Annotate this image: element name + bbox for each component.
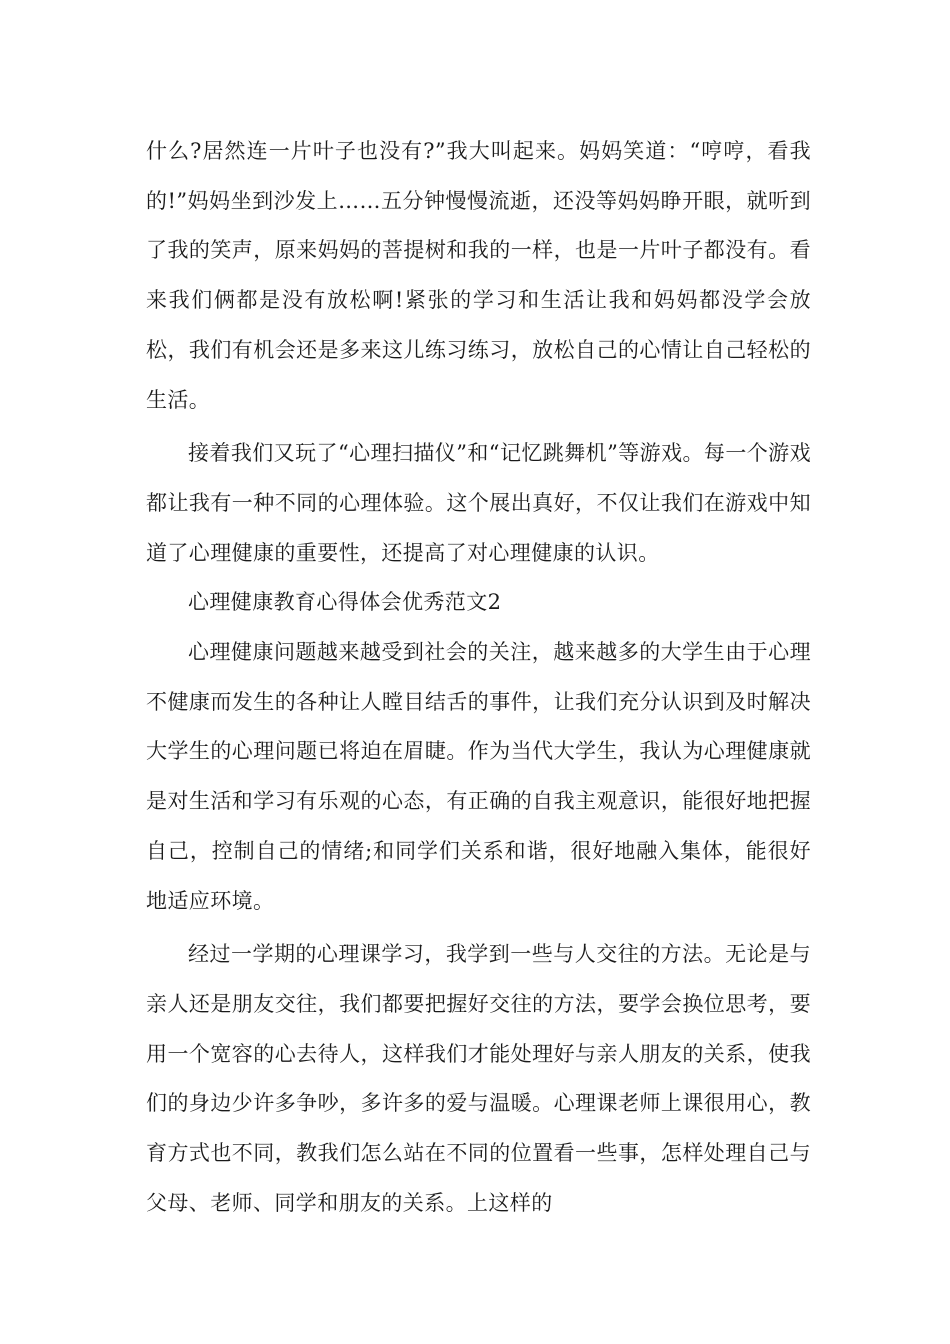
document-page	[146, 127, 811, 1228]
paragraph-continued: 什么?居然连一片叶子也没有?”我大叫起来。妈妈笑道：“哼哼，看我的!”妈妈坐到沙发上……五分钟慢慢流逝，还没等妈妈睁开眼，就听到了我的笑声，原来妈妈的菩提树和我的一样，也是一片叶子都没有。看来我们俩都是没有放松啊!紧张的学习和生活让我和妈妈都没学会放松，我们有机会还是多来这儿练习练习，放松自己的心情让自己轻松的生活。	[146, 139, 811, 412]
paragraph-games: 接着我们又玩了“心理扫描仪”和“记忆跳舞机”等游戏。每一个游戏都让我有一种不同的心理体验。这个展出真好，不仅让我们在游戏中知道了心理健康的重要性，还提高了对心理健康的认识。	[146, 441, 811, 565]
section-heading: 心理健康教育心得体会优秀范文2	[188, 590, 502, 615]
paragraph-semester-learning: 经过一学期的心理课学习，我学到一些与人交往的方法。无论是与亲人还是朋友交往，我们都要把握好交往的方法，要学会换位思考，要用一个宽容的心去待人，这样我们才能处理好与亲人朋友的关系，使我们的身边少许多争吵，多许多的爱与温暖。心理课老师上课很用心，教育方式也不同，教我们怎么站在不同的位置看一些事，怎样处理自己与父母、老师、同学和朋友的关系。上这样的	[146, 942, 811, 1215]
paragraph-mental-health-concern: 心理健康问题越来越受到社会的关注，越来越多的大学生由于心理不健康而发生的各种让人瞠目结舌的事件，让我们充分认识到及时解决大学生的心理问题已将迫在眉睫。作为当代大学生，我认为心理健康就是对生活和学习有乐观的心态，有正确的自我主观意识，能很好地把握自己，控制自己的情绪;和同学们关系和谐，很好地融入集体，能很好地适应环境。	[146, 640, 811, 913]
